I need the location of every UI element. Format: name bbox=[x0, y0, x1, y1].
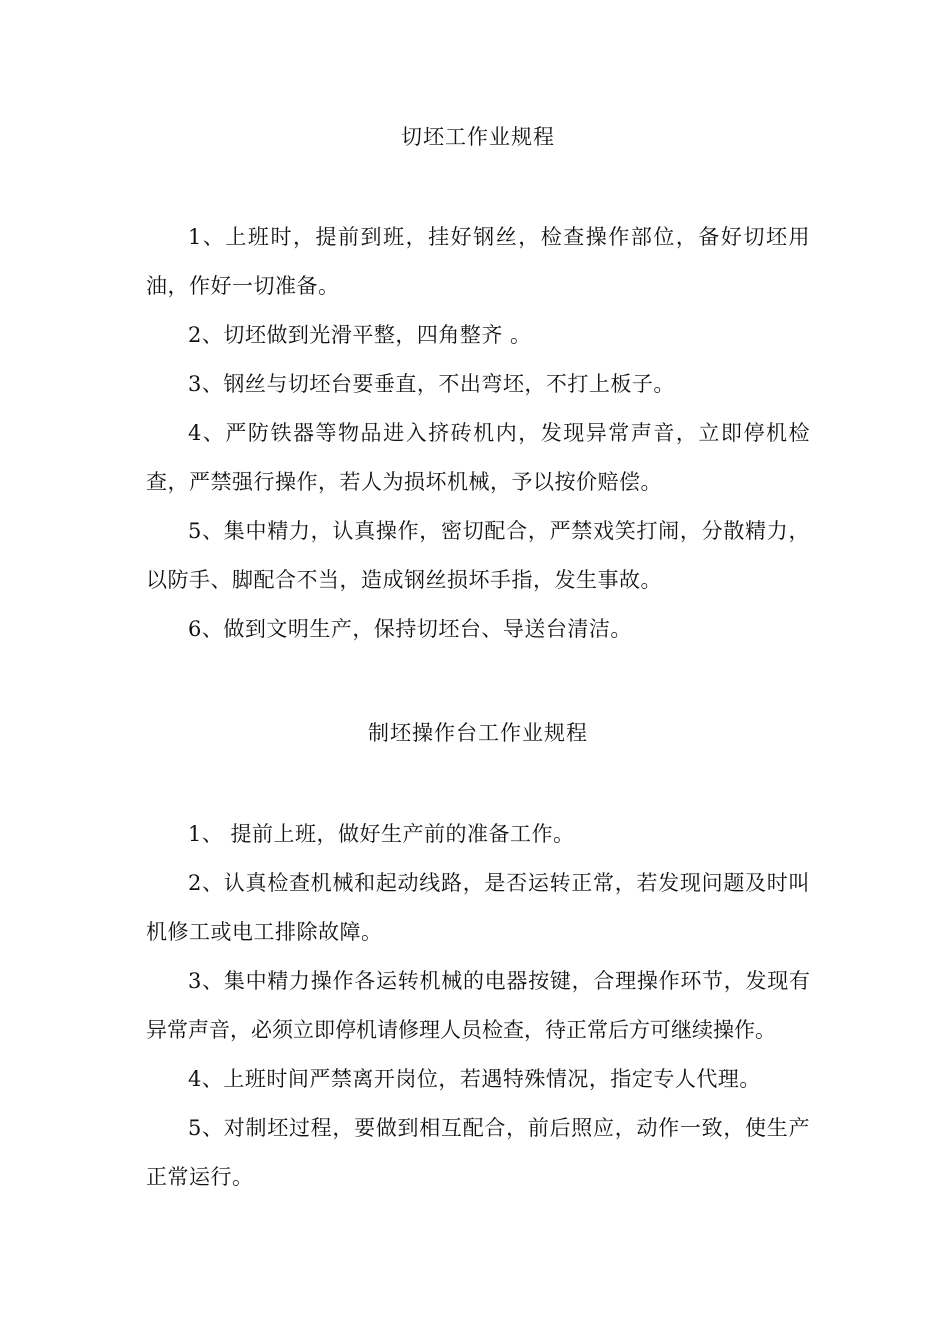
rule-item: 5、集中精力，认真操作，密切配合，严禁戏笑打闹，分散精力，以防手、脚配合不当，造成钢丝损坏手指，发生事故。 bbox=[146, 519, 810, 592]
rule-item: 2、认真检查机械和起动线路，是否运转正常，若发现问题及时叫机修工或电工排除故障。 bbox=[146, 871, 810, 944]
rule-item: 3、集中精力操作各运转机械的电器按键，合理操作环节，发现有异常声音，必须立即停机请修理人员检查，待正常后方可继续操作。 bbox=[146, 969, 810, 1042]
rule-item: 5、对制坯过程，要做到相互配合，前后照应，动作一致，使生产正常运行。 bbox=[146, 1116, 810, 1189]
section-title: 制坯操作台工作业规程 bbox=[368, 721, 588, 745]
section-forming-rules-body bbox=[146, 810, 810, 1202]
rule-item: 3、钢丝与切坯台要垂直，不出弯坯，不打上板子。 bbox=[188, 372, 675, 396]
rule-item: 6、做到文明生产，保持切坯台、导送台清洁。 bbox=[188, 617, 632, 641]
rule-item: 2、切坯做到光滑平整，四角整齐 。 bbox=[188, 323, 532, 347]
section-cutting-rules bbox=[146, 122, 810, 152]
rule-item: 1、上班时，提前到班，挂好钢丝，检查操作部位，备好切坯用油，作好一切准备。 bbox=[146, 225, 810, 298]
rule-item: 4、上班时间严禁离开岗位，若遇特殊情况，指定专人代理。 bbox=[188, 1067, 761, 1091]
rule-item: 4、严防铁器等物品进入挤砖机内，发现异常声音，立即停机检查，严禁强行操作，若人为损坏机械，予以按价赔偿。 bbox=[146, 421, 810, 494]
section-title: 切坯工作业规程 bbox=[401, 125, 555, 149]
rule-item: 1、 提前上班，做好生产前的准备工作。 bbox=[188, 822, 575, 846]
section-cutting-rules-body bbox=[146, 213, 810, 654]
section-forming-rules bbox=[146, 718, 810, 748]
